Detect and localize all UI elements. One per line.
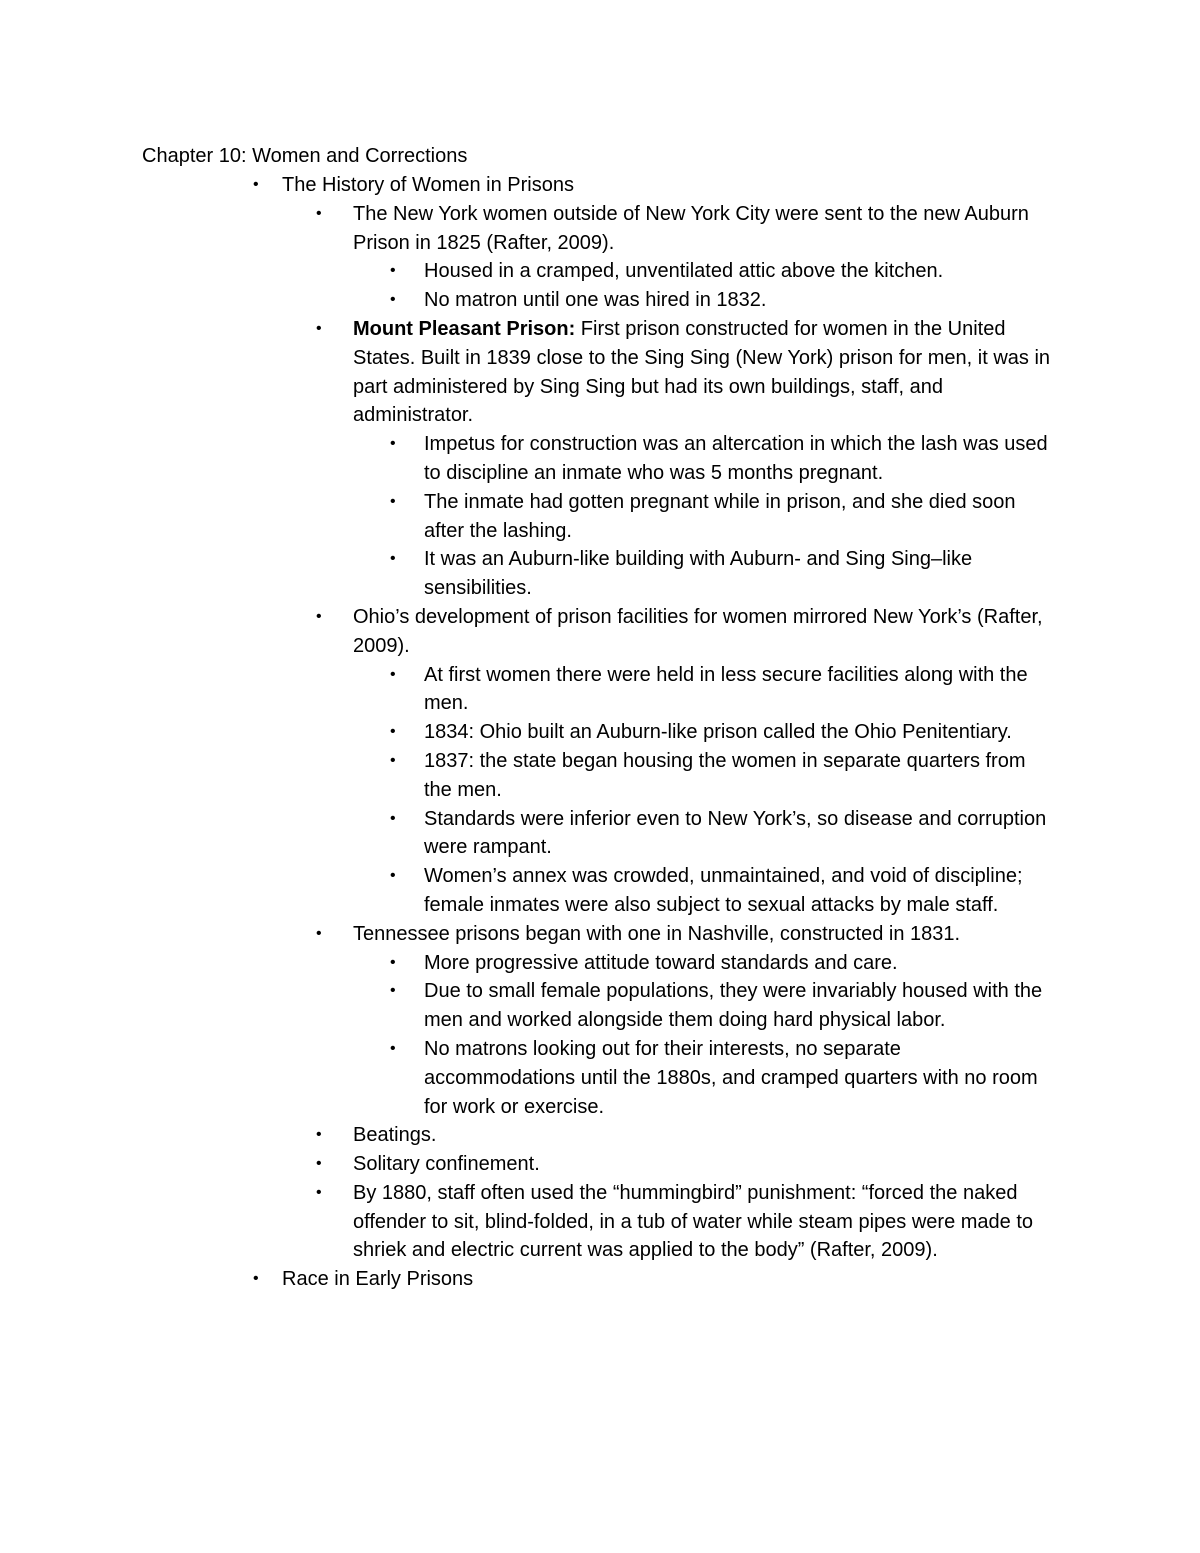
- list-item: [0, 171, 1200, 200]
- tennessee-text: Tennessee prisons began with one in Nashville, constructed in 1831.: [353, 922, 961, 945]
- chapter-title: Chapter 10: Women and Corrections: [142, 145, 468, 167]
- list-item: [0, 257, 1200, 286]
- mount-pleasant-detail: The inmate had gotten pregnant while in prison, and she died soon after the lashing.: [424, 490, 1016, 542]
- bullet-icon: •: [253, 1270, 259, 1288]
- list-item: [0, 1265, 1200, 1294]
- list-item: [0, 200, 1200, 258]
- bullet-icon: •: [316, 607, 322, 625]
- bullet-icon: •: [253, 176, 259, 193]
- punishment-text: By 1880, staff often used the “hummingbird” punishment: “forced the naked offender to sit, blind-folded, in a tub of water while steam pipes were made to shriek and electric current was applied to the body” (Rafter, 2009).: [353, 1181, 1034, 1262]
- ohio-detail: 1837: the state began housing the women in separate quarters from the men.: [424, 749, 1026, 801]
- bullet-icon: •: [316, 924, 322, 942]
- punishment-text: Solitary confinement.: [353, 1153, 540, 1176]
- bullet-icon: •: [390, 751, 396, 769]
- bullet-icon: •: [316, 1126, 322, 1144]
- list-item: [0, 747, 1200, 805]
- auburn-text: The New York women outside of New York City were sent to the new Auburn Prison in 1825 (Rafter, 2009).: [353, 202, 1029, 254]
- list-item: [0, 1035, 1200, 1121]
- mount-pleasant-term: Mount Pleasant Prison:: [353, 317, 576, 340]
- list-item: [0, 488, 1200, 546]
- mount-pleasant-detail: Impetus for construction was an altercation in which the lash was used to discipline an inmate who was 5 months pregnant.: [424, 433, 1048, 484]
- ohio-detail: At first women there were held in less secure facilities along with the men.: [424, 663, 1028, 715]
- auburn-detail: Housed in a cramped, unventilated attic above the kitchen.: [424, 260, 944, 283]
- punishment-text: Beatings.: [353, 1124, 437, 1147]
- list-item: [0, 862, 1200, 920]
- bullet-icon: •: [390, 262, 396, 280]
- bullet-icon: •: [390, 435, 396, 453]
- auburn-detail: No matron until one was hired in 1832.: [424, 289, 767, 312]
- bullet-icon: •: [316, 204, 322, 222]
- bullet-icon: •: [390, 665, 396, 683]
- list-item: [0, 977, 1200, 1035]
- bullet-icon: •: [390, 723, 396, 741]
- tennessee-detail: Due to small female populations, they were invariably housed with the men and worked alongside them doing hard physical labor.: [424, 980, 1043, 1032]
- outline-list: [0, 171, 1200, 1294]
- ohio-detail: Standards were inferior even to New York’s, so disease and corruption were rampant.: [424, 807, 1047, 859]
- mount-pleasant-detail: It was an Auburn-like building with Auburn- and Sing Sing–like sensibilities.: [424, 548, 973, 600]
- list-item: [0, 920, 1200, 949]
- list-item: [0, 718, 1200, 747]
- ohio-detail: Women’s annex was crowded, unmaintained, and void of discipline; female inmates were also subject to sexual attacks by male staff.: [424, 865, 1023, 916]
- list-item: [0, 1121, 1200, 1150]
- bullet-icon: •: [390, 953, 396, 971]
- list-item: [0, 603, 1200, 661]
- section-heading-history: The History of Women in Prisons: [282, 174, 574, 196]
- bullet-icon: •: [390, 492, 396, 510]
- list-item: [0, 286, 1200, 315]
- mount-pleasant-description: First prison constructed for women in the United States. Built in 1839 close to the Sing Sing (New York) prison for men, it was in part administered by Sing Sing but had its own buildings, staff, and administrator.: [353, 317, 1051, 427]
- bullet-icon: •: [390, 982, 396, 1000]
- mount-pleasant-text: [353, 315, 1058, 430]
- list-item: [0, 805, 1200, 863]
- list-item: [0, 661, 1200, 719]
- bullet-icon: •: [390, 291, 396, 309]
- list-item: [0, 1150, 1200, 1179]
- bullet-icon: •: [390, 1039, 396, 1057]
- list-item: [0, 545, 1200, 603]
- tennessee-detail: More progressive attitude toward standards and care.: [424, 951, 898, 974]
- bullet-icon: •: [390, 809, 396, 827]
- bullet-icon: •: [316, 1183, 322, 1201]
- bullet-icon: •: [316, 319, 322, 337]
- ohio-text: Ohio’s development of prison facilities for women mirrored New York’s (Rafter, 2009).: [353, 605, 1043, 657]
- list-item: [0, 1179, 1200, 1265]
- list-item: [0, 430, 1200, 488]
- list-item: [0, 315, 1200, 430]
- ohio-detail: 1834: Ohio built an Auburn-like prison called the Ohio Penitentiary.: [424, 721, 1012, 744]
- section-heading-race: Race in Early Prisons: [282, 1268, 474, 1291]
- bullet-icon: •: [390, 550, 396, 568]
- bullet-icon: •: [390, 867, 396, 885]
- list-item: [0, 949, 1200, 978]
- tennessee-detail: No matrons looking out for their interests, no separate accommodations until the 1880s, and cramped quarters with no room for work or exercise.: [424, 1037, 1038, 1118]
- bullet-icon: •: [316, 1155, 322, 1173]
